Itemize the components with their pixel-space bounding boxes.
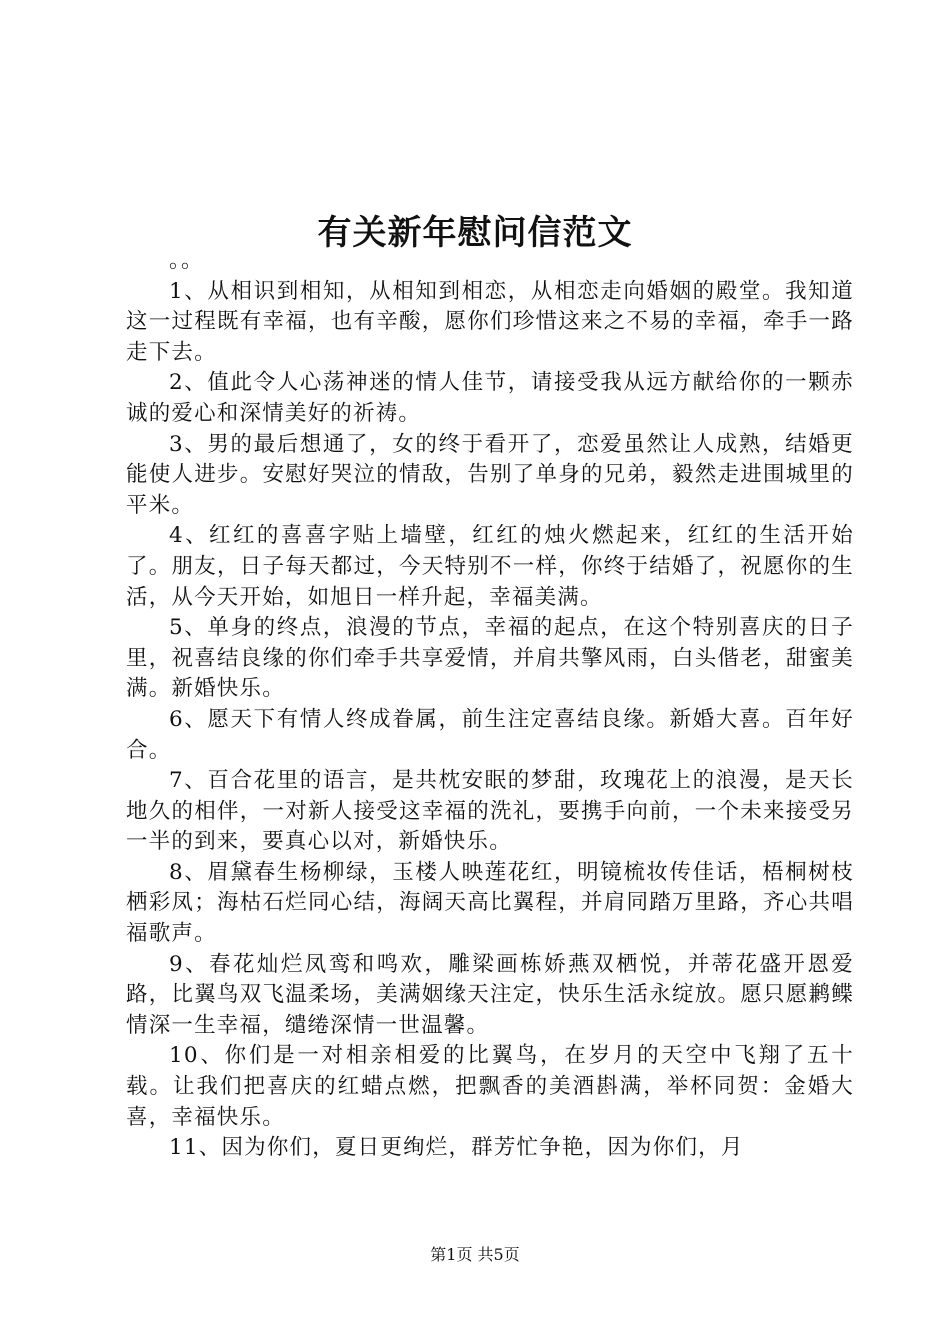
document-title: 有关新年慰问信范文 [317, 212, 633, 253]
paragraph: 5、单身的终点，浪漫的节点，幸福的起点，在这个特别喜庆的日子里，祝喜结良缘的你们牵手共享爱情，并肩共擎风雨，白头偕老，甜蜜美满。新婚快乐。 [126, 615, 854, 702]
paragraph: 10、你们是一对相亲相爱的比翼鸟，在岁月的天空中飞翔了五十载。让我们把喜庆的红蜡点燃，把飘香的美酒斟满，举杯同贺：金婚大喜，幸福快乐。 [126, 1043, 854, 1130]
paragraph: 9、春花灿烂凤鸾和鸣欢，雕梁画栋娇燕双栖悦，并蒂花盛开恩爱路，比翼鸟双飞温柔场，美满姻缘天注定，快乐生活永绽放。愿只愿鹣鲽情深一生幸福，缱绻深情一世温馨。 [126, 951, 854, 1038]
paragraph: 7、百合花里的语言，是共枕安眠的梦甜，玫瑰花上的浪漫，是天长地久的相伴，一对新人接受这幸福的洗礼，要携手向前，一个未来接受另一半的到来，要真心以对，新婚快乐。 [126, 768, 854, 855]
paragraph: 2、值此令人心荡神迷的情人佳节，请接受我从远方献给你的一颗赤诚的爱心和深情美好的祈祷。 [126, 370, 854, 426]
paragraph: 1、从相识到相知，从相知到相恋，从相恋走向婚姻的殿堂。我知道这一过程既有幸福，也有辛酸，愿你们珍惜这来之不易的幸福，牵手一路走下去。 [126, 278, 854, 365]
paragraph: 11、因为你们，夏日更绚烂，群芳忙争艳，因为你们，月 [169, 1135, 744, 1161]
paragraph: 3、男的最后想通了，女的终于看开了，恋爱虽然让人成熟，结婚更能使人进步。安慰好哭泣的情敌，告别了单身的兄弟，毅然走进围城里的平米。 [126, 431, 854, 518]
page-number-footer: 第1页 共5页 [430, 1245, 520, 1264]
paragraph: 。。 [169, 248, 204, 273]
paragraph: 6、愿天下有情人终成眷属，前生注定喜结良缘。新婚大喜。百年好合。 [126, 706, 854, 763]
paragraph: 4、红红的喜喜字贴上墙壁，红红的烛火燃起来，红红的生活开始了。朋友，日子每天都过，今天特别不一样，你终于结婚了，祝愿你的生活，从今天开始，如旭日一样升起，幸福美满。 [126, 523, 854, 610]
paragraph: 8、眉黛春生杨柳绿，玉楼人映莲花红，明镜梳妆传佳话，梧桐树枝栖彩凤；海枯石烂同心结，海阔天高比翼程，并肩同踏万里路，齐心共唱福歌声。 [126, 859, 854, 947]
document-body [126, 246, 854, 1164]
